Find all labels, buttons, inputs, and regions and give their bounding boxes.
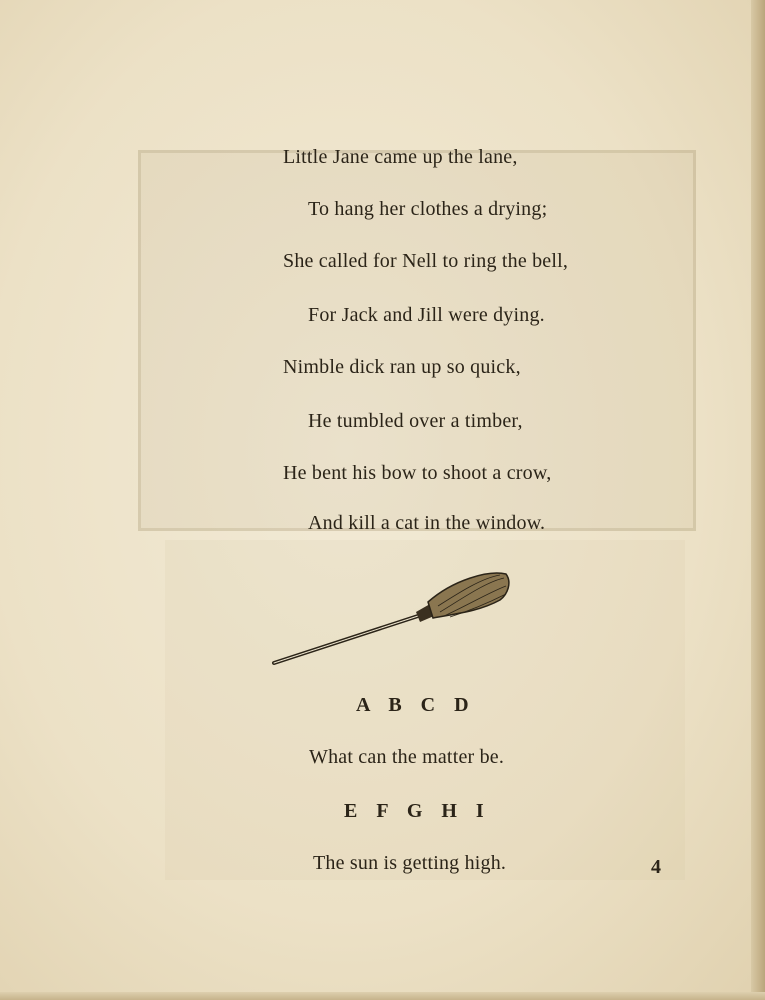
page-number: 4 (651, 856, 661, 878)
alphabet-row-1: A B C D (356, 694, 469, 716)
poem-line-6: He tumbled over a timber, (308, 410, 523, 432)
poem-line-7: He bent his bow to shoot a crow, (283, 462, 552, 484)
page-edge (751, 0, 765, 1000)
poem-line-1: Little Jane came up the lane, (283, 146, 518, 168)
alphabet-caption-1: What can the matter be. (309, 746, 505, 768)
broom-icon (268, 568, 513, 670)
poem-line-5: Nimble dick ran up so quick, (283, 356, 521, 378)
page-edge-bottom (0, 992, 765, 1000)
poem-line-3: She called for Nell to ring the bell, (283, 250, 569, 272)
poem-line-2: To hang her clothes a drying; (308, 198, 548, 220)
poem-line-8: And kill a cat in the window. (308, 512, 546, 534)
poem-line-4: For Jack and Jill were dying. (308, 304, 545, 326)
alphabet-caption-2: The sun is getting high. (313, 852, 507, 874)
alphabet-row-2: E F G H I (344, 800, 484, 822)
